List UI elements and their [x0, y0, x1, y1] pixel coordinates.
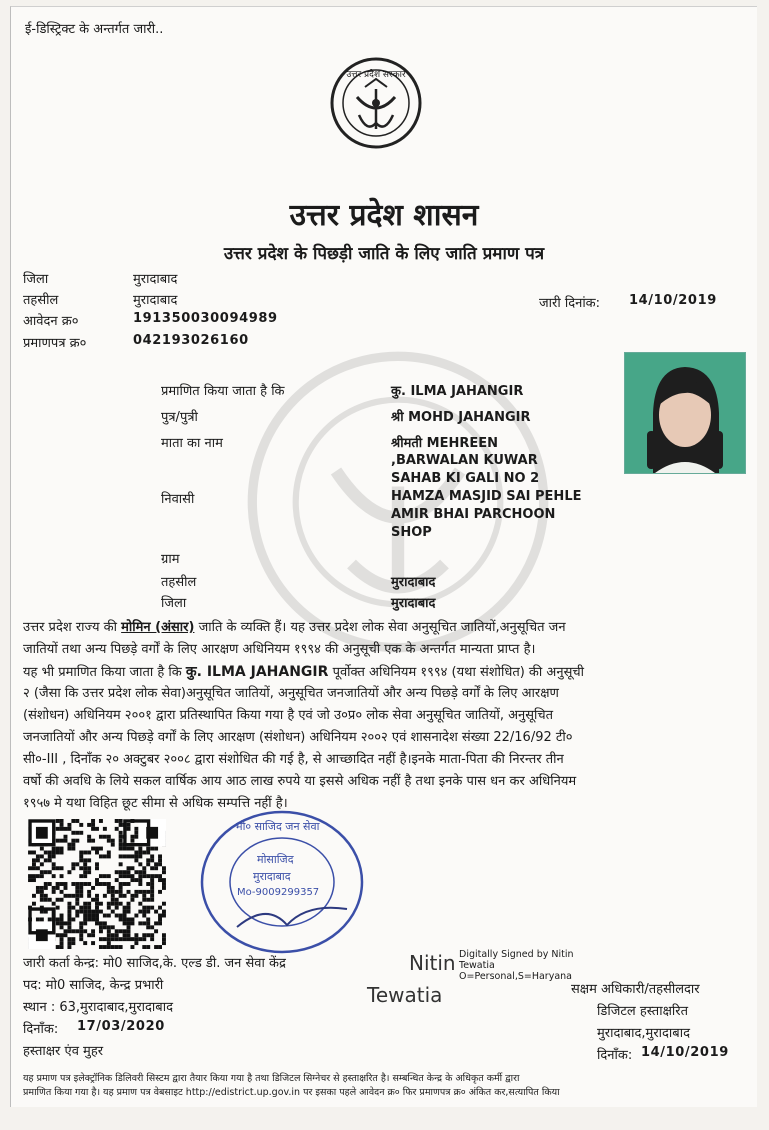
certificate-label: प्रमाणपत्र क्र०	[23, 336, 87, 351]
resident-label: निवासी	[161, 492, 195, 507]
father-name: श्री MOHD JAHANGIR	[391, 410, 531, 425]
digital-sign-name2: Tewatia	[367, 983, 443, 1007]
issuer-post: पद: मो0 साजिद, केन्द्र प्रभारी	[23, 978, 164, 993]
applicant-photo	[624, 352, 746, 474]
body-line-3: यह भी प्रमाणित किया जाता है कि कु. ILMA JAHANGIR पूर्वोक्त अधिनियम १९९४ (यथा संशोधित) की अनुसूची	[23, 664, 584, 680]
application-number: 191350030094989	[133, 311, 278, 326]
tehsil-label: तहसील	[23, 293, 59, 308]
person-tehsil-label: तहसील	[161, 575, 197, 590]
address-line: SAHAB KI GALI NO 2	[391, 471, 540, 486]
body-line: जातियों तथा अन्य पिछड़े वर्गों के लिए आरक्षण अधिनियम १९९४ की अनुसूची एक के अन्तर्गत मान्यता प्राप्त है।	[23, 642, 536, 657]
authority-date-label: दिनाँक:	[597, 1048, 633, 1063]
digital-sign-name1: Nitin	[409, 951, 456, 975]
person-photo-icon	[625, 353, 745, 473]
seal-name: मोसाजिद	[257, 853, 294, 866]
address-line: ,BARWALAN KUWAR	[391, 453, 538, 468]
authority-date: 14/10/2019	[641, 1045, 729, 1060]
seal-number: Mo-9009299357	[237, 887, 320, 898]
district-value: मुरादाबाद	[133, 272, 178, 287]
title-sub: उत्तर प्रदेश के पिछड़ी जाति के लिए जाति प्रमाण पत्र	[223, 244, 545, 264]
digital-sign-line3: O=Personal,S=Haryana	[459, 971, 572, 982]
header-note: ई-डिस्ट्रिक्ट के अन्तर्गत जारी..	[25, 22, 164, 37]
body-line: २ (जैसा कि उत्तर प्रदेश लोक सेवा)अनुसूचित जातियों, अनुसूचित जनजातियों और अन्य पिछड़े वर्गों के लिए आरक्षण	[23, 686, 559, 701]
body-line: (संशोधन) अधिनियम २००१ द्वारा प्रतिस्थापित किया गया है एवं जो उ०प्र० लोक सेवा अनुसूचित जातियों, अनुसूचित	[23, 708, 554, 723]
body-line-1: उत्तर प्रदेश राज्य की मोमिन (अंसार) जाति के व्यक्ति हैं। यह उत्तर प्रदेश लोक सेवा अनुसूचित जातियों,अनुसूचित जन	[23, 620, 566, 635]
body-line: सी०-III , दिनाँक २० अक्टुबर २००८ द्वारा संशोधित की गई है, से आच्छादित नहीं है।इनके माता-पिता की निरन्तर तीन	[23, 752, 564, 767]
footer-line-1: यह प्रमाण पत्र इलेक्ट्रॉनिक डिलिवरी सिस्टम द्वारा तैयार किया गया है तथा डिजिटल सिग्नेचर से हस्ताक्षरित है। सम्बन्धित केन्द्र के अधिकृत कर्मी द्वारा	[23, 1073, 520, 1084]
digital-sign-line1: Digitally Signed by Nitin	[459, 949, 574, 960]
issuer-date-label: दिनाँक:	[23, 1022, 59, 1037]
mother-name: श्रीमती MEHREEN	[391, 436, 498, 451]
applicant-name-inline: कु. ILMA JAHANGIR	[185, 664, 329, 680]
footer-line-2: प्रमाणित किया गया है। यह प्रमाण पत्र वेबसाइट http://edistrict.up.gov.in पर इसका पहले आवेदन क्र० फिर प्रमाणपत्र क्र० अंकित कर,सत्यापित किया	[23, 1087, 560, 1098]
tehsil-value: मुरादाबाद	[133, 293, 178, 308]
certified-name: कु. ILMA JAHANGIR	[391, 384, 524, 399]
body-line: वर्षो की अवधि के लिये सकल वार्षिक आय आठ लाख रुपये या इससे अधिक नहीं है तथा इनके पास धन कर अधिनियम	[23, 774, 577, 789]
seal-top-text: मो० साजिद जन सेवा	[236, 820, 320, 833]
certificate-number: 042193026160	[133, 333, 249, 348]
address-line: AMIR BHAI PARCHOON	[391, 507, 556, 522]
title-main: उत्तर प्रदेश शासन	[289, 198, 479, 233]
issue-date-label: जारी दिनांक:	[539, 296, 601, 311]
issuer-center: जारी कर्ता केन्द्र: मो0 साजिद,के. एल्ड डी. जन सेवा केंद्र	[23, 956, 286, 971]
authority-title: सक्षम अधिकारी/तहसीलदार	[571, 982, 700, 997]
issuer-sign-label: हस्ताक्षर एंव मुहर	[23, 1044, 104, 1059]
digital-sign-line2: Tewatia	[459, 960, 495, 971]
child-label: पुत्र/पुत्री	[161, 410, 198, 425]
address-line: SHOP	[391, 525, 432, 540]
certificate-page	[10, 6, 757, 1107]
body-line: १९५७ मे यथा विहित छूट सीमा से अधिक सम्पत्ति नहीं है।	[23, 796, 288, 811]
qr-code-icon[interactable]	[27, 819, 167, 949]
authority-place: मुरादाबाद,मुरादाबाद	[597, 1026, 690, 1041]
address-line: HAMZA MASJID SAI PEHLE	[391, 489, 582, 504]
authority-sign: डिजिटल हस्ताक्षरित	[597, 1004, 688, 1019]
body-line: जनजातियों और अन्य पिछड़े वर्गों के लिए आरक्षण (संशोधन) अधिनियम २००२ एवं शासनादेश संख्या 22/16/92 टी०	[23, 730, 573, 745]
emblem-text: उत्तर प्रदेश सरकार	[346, 70, 406, 80]
issuer-date: 17/03/2020	[77, 1019, 165, 1034]
caste-name: मोमिन (अंसार)	[121, 620, 195, 635]
issuer-place: स्थान : 63,मुरादाबाद,मुरादाबाद	[23, 1000, 173, 1015]
certified-label: प्रमाणित किया जाता है कि	[161, 384, 285, 399]
person-district-label: जिला	[161, 596, 187, 611]
issue-date-value: 14/10/2019	[629, 293, 717, 308]
seal-city: मुरादाबाद	[253, 870, 291, 883]
application-label: आवेदन क्र०	[23, 314, 79, 329]
person-tehsil-value: मुरादाबाद	[391, 575, 436, 590]
village-label: ग्राम	[161, 552, 180, 567]
district-label: जिला	[23, 272, 49, 287]
mother-label: माता का नाम	[161, 436, 223, 451]
person-district-value: मुरादाबाद	[391, 596, 436, 611]
